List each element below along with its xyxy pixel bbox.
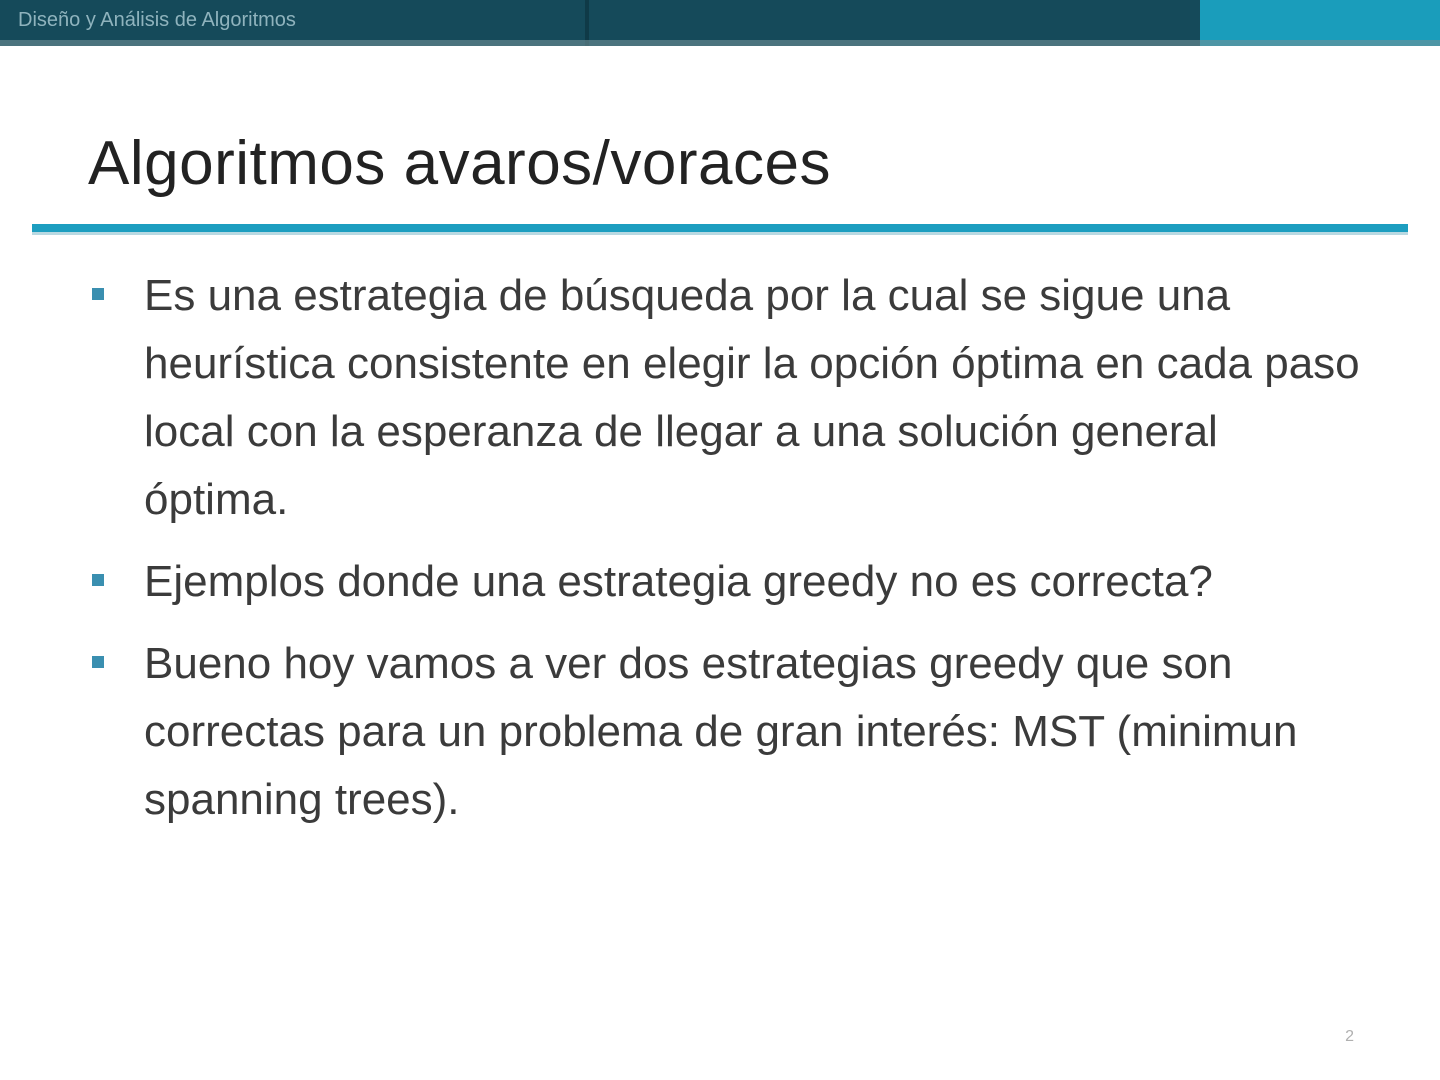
bullet-item	[88, 548, 1368, 616]
bullet-text: Es una estrategia de búsqueda por la cual se sigue una heurística consistente en elegir la opción óptima en cada paso local con la esperanza de llegar a una solución general óptima.	[144, 271, 1360, 524]
square-bullet-icon	[92, 656, 104, 668]
bullet-text: Ejemplos donde una estrategia greedy no es correcta?	[144, 557, 1213, 606]
bullet-item	[88, 262, 1368, 534]
page-number: 2	[1345, 1028, 1354, 1045]
bullet-text: Bueno hoy vamos a ver dos estrategias greedy que son correctas para un problema de gran interés: MST (minimun spanning trees).	[144, 639, 1298, 824]
slide-title: Algoritmos avaros/voraces	[88, 129, 831, 198]
bullet-item	[88, 630, 1368, 834]
square-bullet-icon	[92, 574, 104, 586]
course-title: Diseño y Análisis de Algoritmos	[18, 9, 296, 31]
header-bar	[0, 0, 1440, 46]
bullet-list	[88, 262, 1368, 848]
square-bullet-icon	[92, 288, 104, 300]
header-underline	[0, 40, 1440, 46]
title-rule	[32, 224, 1408, 235]
